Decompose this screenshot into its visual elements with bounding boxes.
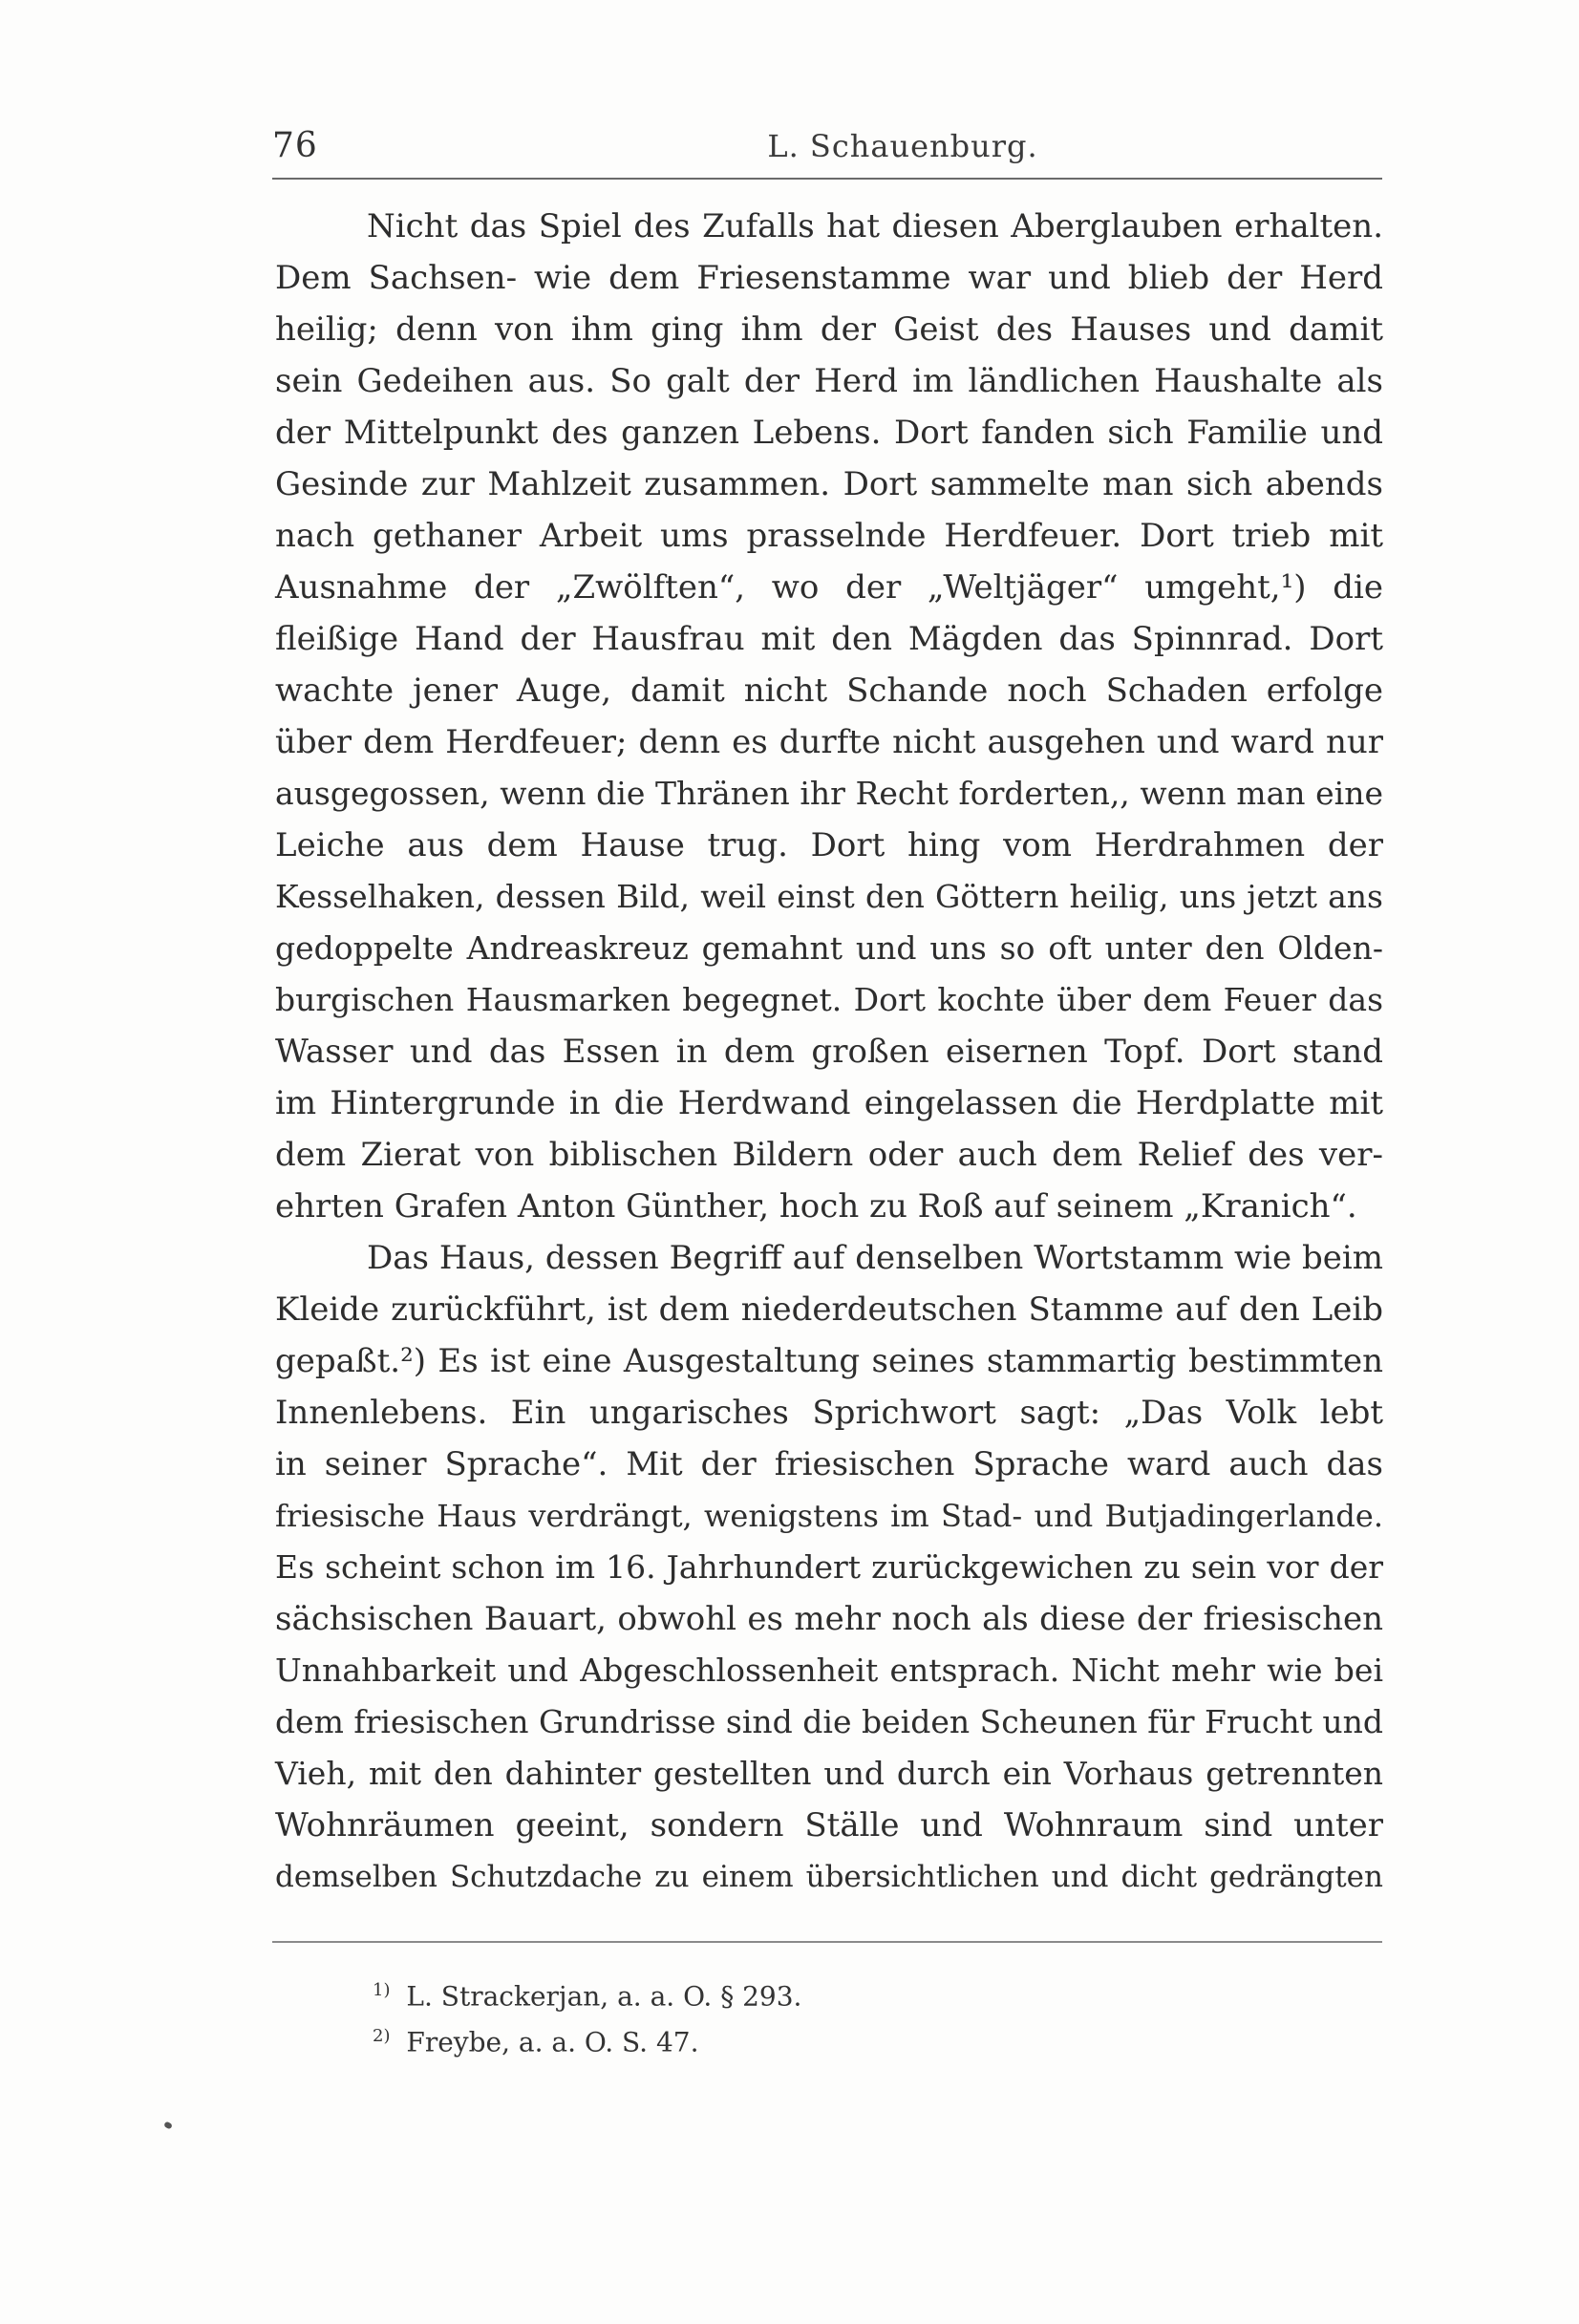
text-line: der Mittelpunkt des ganzen Lebens. Dort fanden sich Familie und <box>275 414 1383 452</box>
text-line: ehrten Grafen Anton Günther, hoch zu Roß auf seinem „Kranich“. <box>275 1187 1357 1226</box>
text-line: dem Zierat von biblischen Bildern oder auch dem Relief des ver- <box>275 1136 1383 1174</box>
text-line: burgischen Hausmarken begegnet. Dort kochte über dem Feuer das <box>275 981 1383 1018</box>
footnotes <box>373 1968 1232 2059</box>
text-line: sächsischen Bauart, obwohl es mehr noch als diese der friesischen <box>275 1600 1383 1638</box>
text-line: fleißige Hand der Hausfrau mit den Mägden das Spinnrad. Dort <box>275 620 1383 658</box>
text-line: Unnahbarkeit und Abgeschlossenheit entsprach. Nicht mehr wie bei <box>275 1652 1383 1689</box>
text-line: demselben Schutzdache zu einem übersichtlichen und dicht gedrängten <box>275 1860 1383 1894</box>
page-number: 76 <box>272 126 318 165</box>
text-line: gepaßt.²) Es ist eine Ausgestaltung seines stammartig bestimmten <box>275 1342 1383 1380</box>
text-line: wachte jener Auge, damit nicht Schande noch Schaden erfolge <box>275 672 1383 710</box>
page-header <box>272 126 1380 168</box>
scan-speck <box>163 2121 173 2129</box>
footnote-rule <box>272 1941 1382 1943</box>
text-line: Gesinde zur Mahlzeit zusammen. Dort sammelte man sich abends <box>275 465 1383 503</box>
text-line: im Hintergrunde in die Herdwand eingelassen die Herdplatte mit <box>275 1084 1383 1122</box>
text-line: in seiner Sprache“. Mit der friesischen Sprache ward auch das <box>275 1445 1383 1483</box>
footnote <box>373 1968 1232 2014</box>
running-head: L. Schauenburg. <box>767 128 1038 164</box>
body-text <box>275 201 1383 1903</box>
footnote-text: Freybe, a. a. O. S. 47. <box>406 2026 699 2058</box>
text-line: heilig; denn von ihm ging ihm der Geist des Hauses und damit <box>275 310 1383 349</box>
text-line: Innenlebens. Ein ungarisches Sprichwort sagt: „Das Volk lebt <box>275 1394 1383 1432</box>
text-line: Vieh, mit den dahinter gestellten und durch ein Vorhaus getrennten <box>275 1755 1383 1792</box>
footnote-mark: 1) <box>373 1980 391 2000</box>
text-line: Leiche aus dem Hause trug. Dort hing vom Herdrahmen der <box>275 826 1383 864</box>
text-line: Wasser und das Essen in dem großen eisernen Topf. Dort stand <box>275 1033 1383 1071</box>
text-line: Dem Sachsen- wie dem Friesenstamme war und blieb der Herd <box>275 259 1383 297</box>
text-line: ausgegossen, wenn die Thränen ihr Recht forderten,, wenn man eine <box>275 775 1383 812</box>
header-rule <box>272 178 1382 180</box>
text-line: Es scheint schon im 16. Jahrhundert zurückgewichen zu sein vor der <box>275 1548 1383 1586</box>
text-line: friesische Haus verdrängt, wenigstens im Stad- und Butjadingerlande. <box>275 1498 1383 1534</box>
text-line: Kesselhaken, dessen Bild, weil einst den Göttern heilig, uns jetzt ans <box>275 878 1383 915</box>
footnote-text: L. Strackerjan, a. a. O. § 293. <box>406 1980 802 2013</box>
text-line: Nicht das Spiel des Zufalls hat diesen Aberglauben erhalten. <box>367 207 1383 245</box>
text-line: nach gethaner Arbeit ums prasselnde Herdfeuer. Dort trieb mit <box>275 517 1383 555</box>
text-line: über dem Herdfeuer; denn es durfte nicht ausgehen und ward nur <box>275 723 1383 761</box>
footnote-mark: 2) <box>373 2026 391 2046</box>
text-line: Das Haus, dessen Begriff auf denselben Wortstamm wie beim <box>367 1239 1383 1277</box>
text-line: Wohnräumen geeint, sondern Ställe und Wohnraum sind unter <box>275 1806 1383 1844</box>
text-line: Kleide zurückführt, ist dem niederdeutschen Stamme auf den Leib <box>275 1290 1383 1329</box>
text-line: dem friesischen Grundrisse sind die beiden Scheunen für Frucht und <box>275 1703 1384 1740</box>
footnote <box>373 2014 1232 2059</box>
text-line: sein Gedeihen aus. So galt der Herd im ländlichen Haushalte als <box>275 362 1383 400</box>
text-line: Ausnahme der „Zwölften“, wo der „Weltjäger“ umgeht,¹) die <box>275 568 1383 607</box>
text-line: gedoppelte Andreaskreuz gemahnt und uns so oft unter den Olden- <box>275 929 1383 967</box>
